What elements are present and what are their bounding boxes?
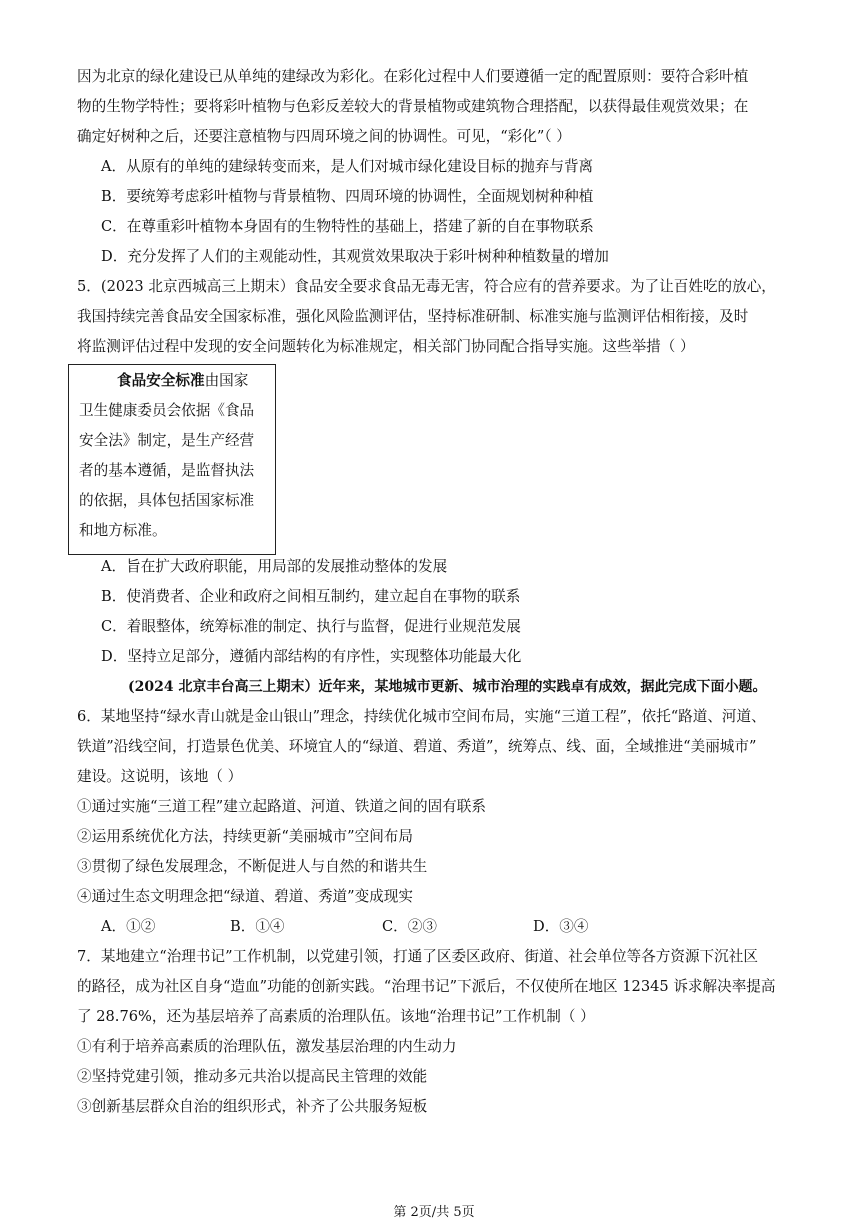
info-box-text: 由国家 [204, 372, 249, 389]
info-box-line: 卫生健康委员会依据《食品 [79, 402, 255, 419]
group-note: (2024 北京丰台高三上期末）近年来，某地城市更新、城市治理的实践卓有成效，据此完成下面小题。 [128, 679, 767, 695]
info-box-term: 食品安全标准 [117, 372, 205, 389]
info-box-line: 安全法》制定，是生产经营 [79, 432, 255, 449]
info-box-line: 的依据，具体包括国家标准 [79, 492, 255, 509]
q5-stem-line: 将监测评估过程中发现的安全问题转化为标准规定，相关部门协同配合指导实施。这些举措（ ） [77, 338, 695, 355]
q4-option-b: B．要统筹考虑彩叶植物与背景植物、四周环境的协调性，全面规划树种种植 [101, 188, 594, 205]
q6-stem-line: 6．某地坚持“绿水青山就是金山银山”理念，持续优化城市空间布局，实施“三道工程”，依托“路道、河道、 [77, 708, 766, 725]
q6-stem-line: 建设。这说明，该地（ ） [77, 768, 243, 785]
q7-statement-2: ②坚持党建引领，推动多元共治以提高民主管理的效能 [77, 1068, 428, 1085]
info-box-line: 者的基本遵循，是监督执法 [79, 462, 255, 479]
info-box-line [117, 371, 248, 391]
q7-stem-line: 7．某地建立“治理书记”工作机制，以党建引领，打通了区委区政府、街道、社会单位等各方资源下沉社区 [77, 948, 758, 965]
q6-stem-line: 铁道”沿线空间，打造景色优美、环境宜人的“绿道、碧道、秀道”，统筹点、线、面，全域推进“美丽城市” [77, 738, 757, 755]
q5-stem-line: 5．(2023 北京西城高三上期末）食品安全要求食品无毒无害，符合应有的营养要求。为了让百姓吃的放心， [77, 278, 776, 295]
q6-option-a: A．①② [101, 918, 156, 935]
q6-option-b: B．①④ [230, 918, 285, 935]
q7-statement-1: ①有利于培养高素质的治理队伍，激发基层治理的内生动力 [77, 1038, 457, 1055]
q4-stem-line: 物的生物学特性；要将彩叶植物与色彩反差较大的背景植物或建筑物合理搭配，以获得最佳观赏效果；在 [77, 98, 749, 115]
page-number-footer: 第 2页/共 5页 [393, 1205, 475, 1220]
q5-option-a: A．旨在扩大政府职能，用局部的发展推动整体的发展 [101, 558, 448, 575]
q6-option-d: D．③④ [533, 918, 589, 935]
q7-stem-line: 了 28.76%，还为基层培养了高素质的治理队伍。该地“治理书记”工作机制（ ） [77, 1008, 595, 1025]
q6-statement-2: ②运用系统优化方法，持续更新“美丽城市”空间布局 [77, 828, 413, 845]
q4-option-c: C．在尊重彩叶植物本身固有的生物特性的基础上，搭建了新的自在事物联系 [101, 218, 594, 235]
q5-option-b: B．使消费者、企业和政府之间相互制约，建立起自在事物的联系 [101, 588, 521, 605]
q4-option-d: D．充分发挥了人们的主观能动性，其观赏效果取决于彩叶树种种植数量的增加 [101, 248, 609, 265]
q5-stem-line: 我国持续完善食品安全国家标准，强化风险监测评估，坚持标准研制、标准实施与监测评估相衔接，及时 [77, 308, 749, 325]
q4-option-a: A．从原有的单纯的建绿转变而来，是人们对城市绿化建设目标的抛弃与背离 [101, 158, 594, 175]
q7-stem-line: 的路径，成为社区自身“造血”功能的创新实践。“治理书记”下派后，不仅使所在地区 12345 诉求解决率提高 [77, 978, 776, 995]
q6-statement-4: ④通过生态文明理念把“绿道、碧道、秀道”变成现实 [77, 888, 413, 905]
q4-stem-line: 确定好树种之后，还要注意植物与四周环境之间的协调性。可见，“彩化”（ ） [77, 128, 571, 145]
q6-option-c: C．②③ [382, 918, 437, 935]
q4-stem-line: 因为北京的绿化建设已从单纯的建绿改为彩化。在彩化过程中人们要遵循一定的配置原则：要符合彩叶植 [77, 68, 749, 85]
q7-statement-3: ③创新基层群众自治的组织形式，补齐了公共服务短板 [77, 1098, 428, 1115]
info-box-line: 和地方标准。 [79, 522, 167, 539]
q6-statement-1: ①通过实施“三道工程”建立起路道、河道、铁道之间的固有联系 [77, 798, 486, 815]
q6-statement-3: ③贯彻了绿色发展理念，不断促进人与自然的和谐共生 [77, 858, 428, 875]
food-safety-info-box [68, 364, 276, 555]
q5-option-d: D．坚持立足部分，遵循内部结构的有序性，实现整体功能最大化 [101, 648, 522, 665]
q5-option-c: C．着眼整体，统筹标准的制定、执行与监督，促进行业规范发展 [101, 618, 521, 635]
